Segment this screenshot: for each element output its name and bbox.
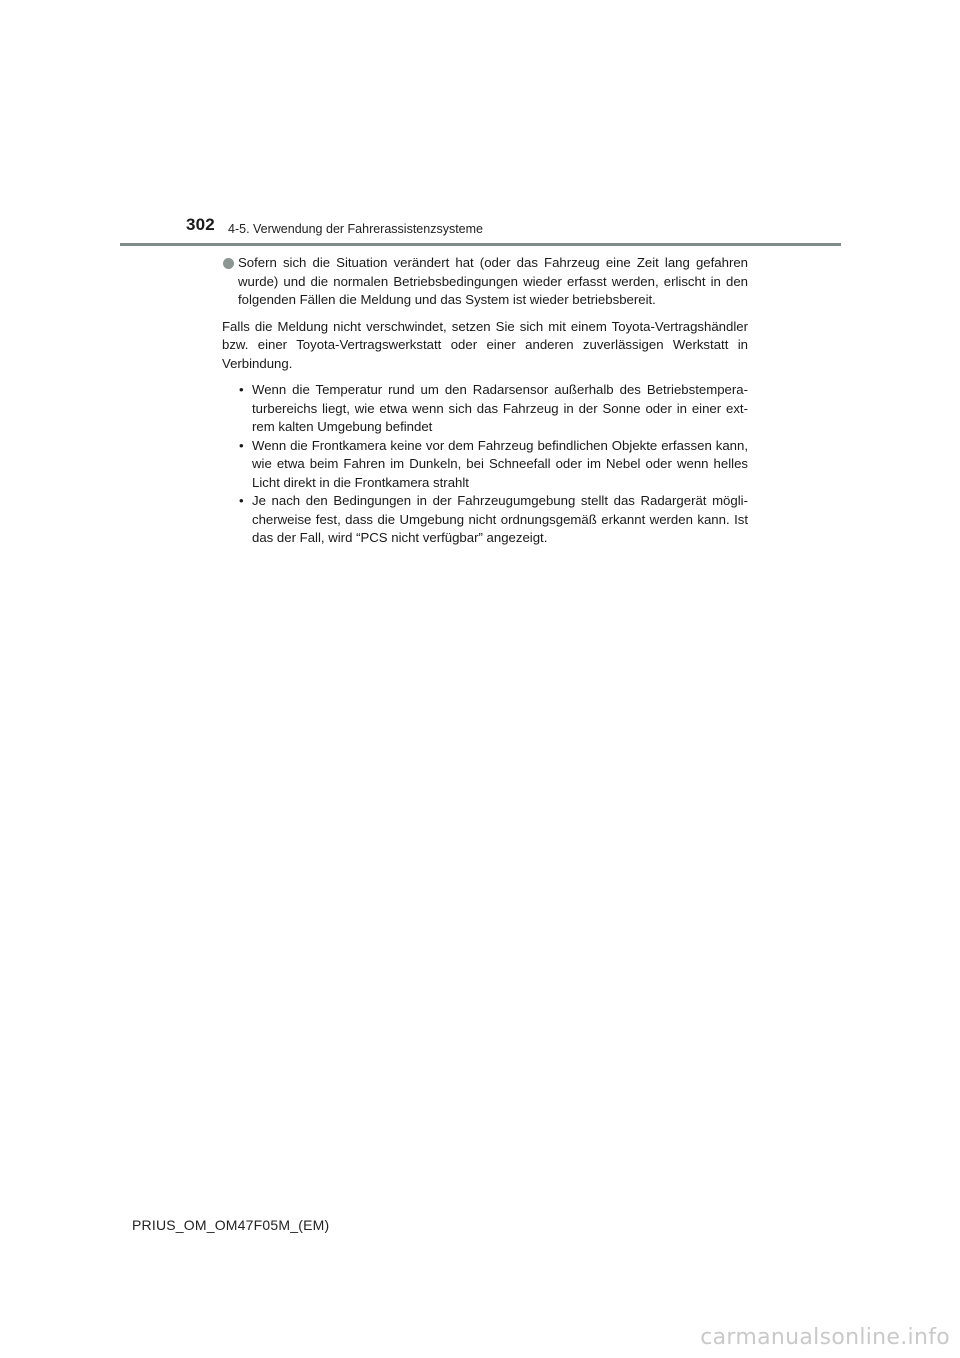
dot-bullet-icon: • [239,437,244,453]
watermark[interactable]: carmanualsonline.info [700,1325,950,1350]
list-item [238,492,748,548]
section-title: 4-5. Verwendung der Fahrerassistenzsysteme [228,222,483,236]
header-rule [120,243,841,246]
list-item-text: Wenn die Frontkamera keine vor dem Fahrzeug befindlichen Objekte erfassen kann, wie etwa beim Fahren im Dunkeln, bei Schneefall oder im Nebel oder wenn helles Licht direkt in die Frontkamera strahlt [252,437,748,490]
circle-bullet-icon [223,258,234,269]
list-item [238,437,748,493]
bullet-paragraph-text: Sofern sich die Situation verändert hat (oder das Fahrzeug eine Zeit lang gefahren wurde) und die normalen Betriebsbedingungen wieder erfasst werden, erlischt in den folgenden Fällen die Meldung und das System ist wieder betriebsbereit. [238,255,748,307]
list-item [238,381,748,437]
list-item-text: Wenn die Temperatur rund um den Radarsensor außerhalb des Betriebstemperaturbereichs liegt, wie etwa wenn sich das Fahrzeug in der Sonne oder in einer extrem kalten Umgebung befindet [252,382,748,434]
bullet-paragraph [222,254,748,310]
content [222,254,748,548]
dot-bullet-icon: • [239,382,244,397]
list-item-text: Je nach den Bedingungen in der Fahrzeugumgebung stellt das Radargerät möglicherweise fest, dass die Umgebung nicht ordnungsgemäß erkannt werden kann. Ist das der Fall, wird “PCS nicht verfügbar” angezeigt. [252,493,748,545]
body-paragraph: Falls die Meldung nicht verschwindet, setzen Sie sich mit einem Toyota-Vertragshändler bzw. einer Toyota-Vertragswerkstatt oder einer anderen zuverlässigen Werkstatt in Verbindung. [222,318,748,371]
footer-doc-code: PRIUS_OM_OM47F05M_(EM) [132,1217,330,1233]
dot-bullet-icon: • [239,493,244,508]
condition-list [222,381,748,548]
page-number: 302 [186,215,215,234]
